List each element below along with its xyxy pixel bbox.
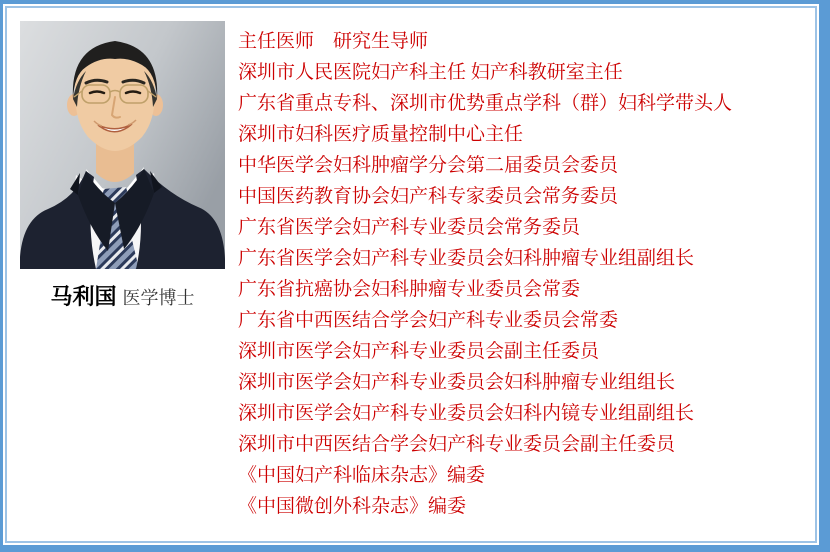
credential-line: 《中国妇产科临床杂志》编委 [238, 465, 486, 486]
credential-line: 主任医师 研究生导师 [238, 31, 429, 52]
credentials-list [238, 26, 798, 522]
credential-line: 广东省抗癌协会妇科肿瘤专业委员会常委 [238, 279, 581, 300]
credential-line: 深圳市妇科医疗质量控制中心主任 [238, 124, 524, 145]
credential-line: 中华医学会妇科肿瘤学分会第二届委员会委员 [238, 155, 619, 176]
credential-line: 广东省医学会妇产科专业委员会妇科肿瘤专业组副组长 [238, 248, 695, 269]
credential-line: 深圳市医学会妇产科专业委员会妇科肿瘤专业组组长 [238, 372, 676, 393]
inner-frame-border [5, 6, 817, 543]
person-degree: 医学博士 [122, 288, 195, 308]
credential-line: 广东省重点专科、深圳市优势重点学科（群）妇科学带头人 [238, 93, 733, 114]
credential-line: 广东省医学会妇产科专业委员会常务委员 [238, 217, 581, 238]
name-row [20, 280, 225, 311]
doctor-portrait-illustration [20, 21, 225, 269]
credential-line: 深圳市人民医院妇产科主任 妇产科教研室主任 [238, 62, 623, 83]
doctor-portrait-photo [20, 21, 225, 269]
credential-line: 深圳市医学会妇产科专业委员会妇科内镜专业组副组长 [238, 403, 695, 424]
person-name: 马利国 [50, 284, 117, 309]
credential-line: 深圳市医学会妇产科专业委员会副主任委员 [238, 341, 600, 362]
credential-line: 广东省中西医结合学会妇产科专业委员会常委 [238, 310, 619, 331]
credential-line: 《中国微创外科杂志》编委 [238, 496, 467, 517]
credential-line: 深圳市中西医结合学会妇产科专业委员会副主任委员 [238, 434, 676, 455]
credential-line: 中国医药教育协会妇产科专家委员会常务委员 [238, 186, 619, 207]
